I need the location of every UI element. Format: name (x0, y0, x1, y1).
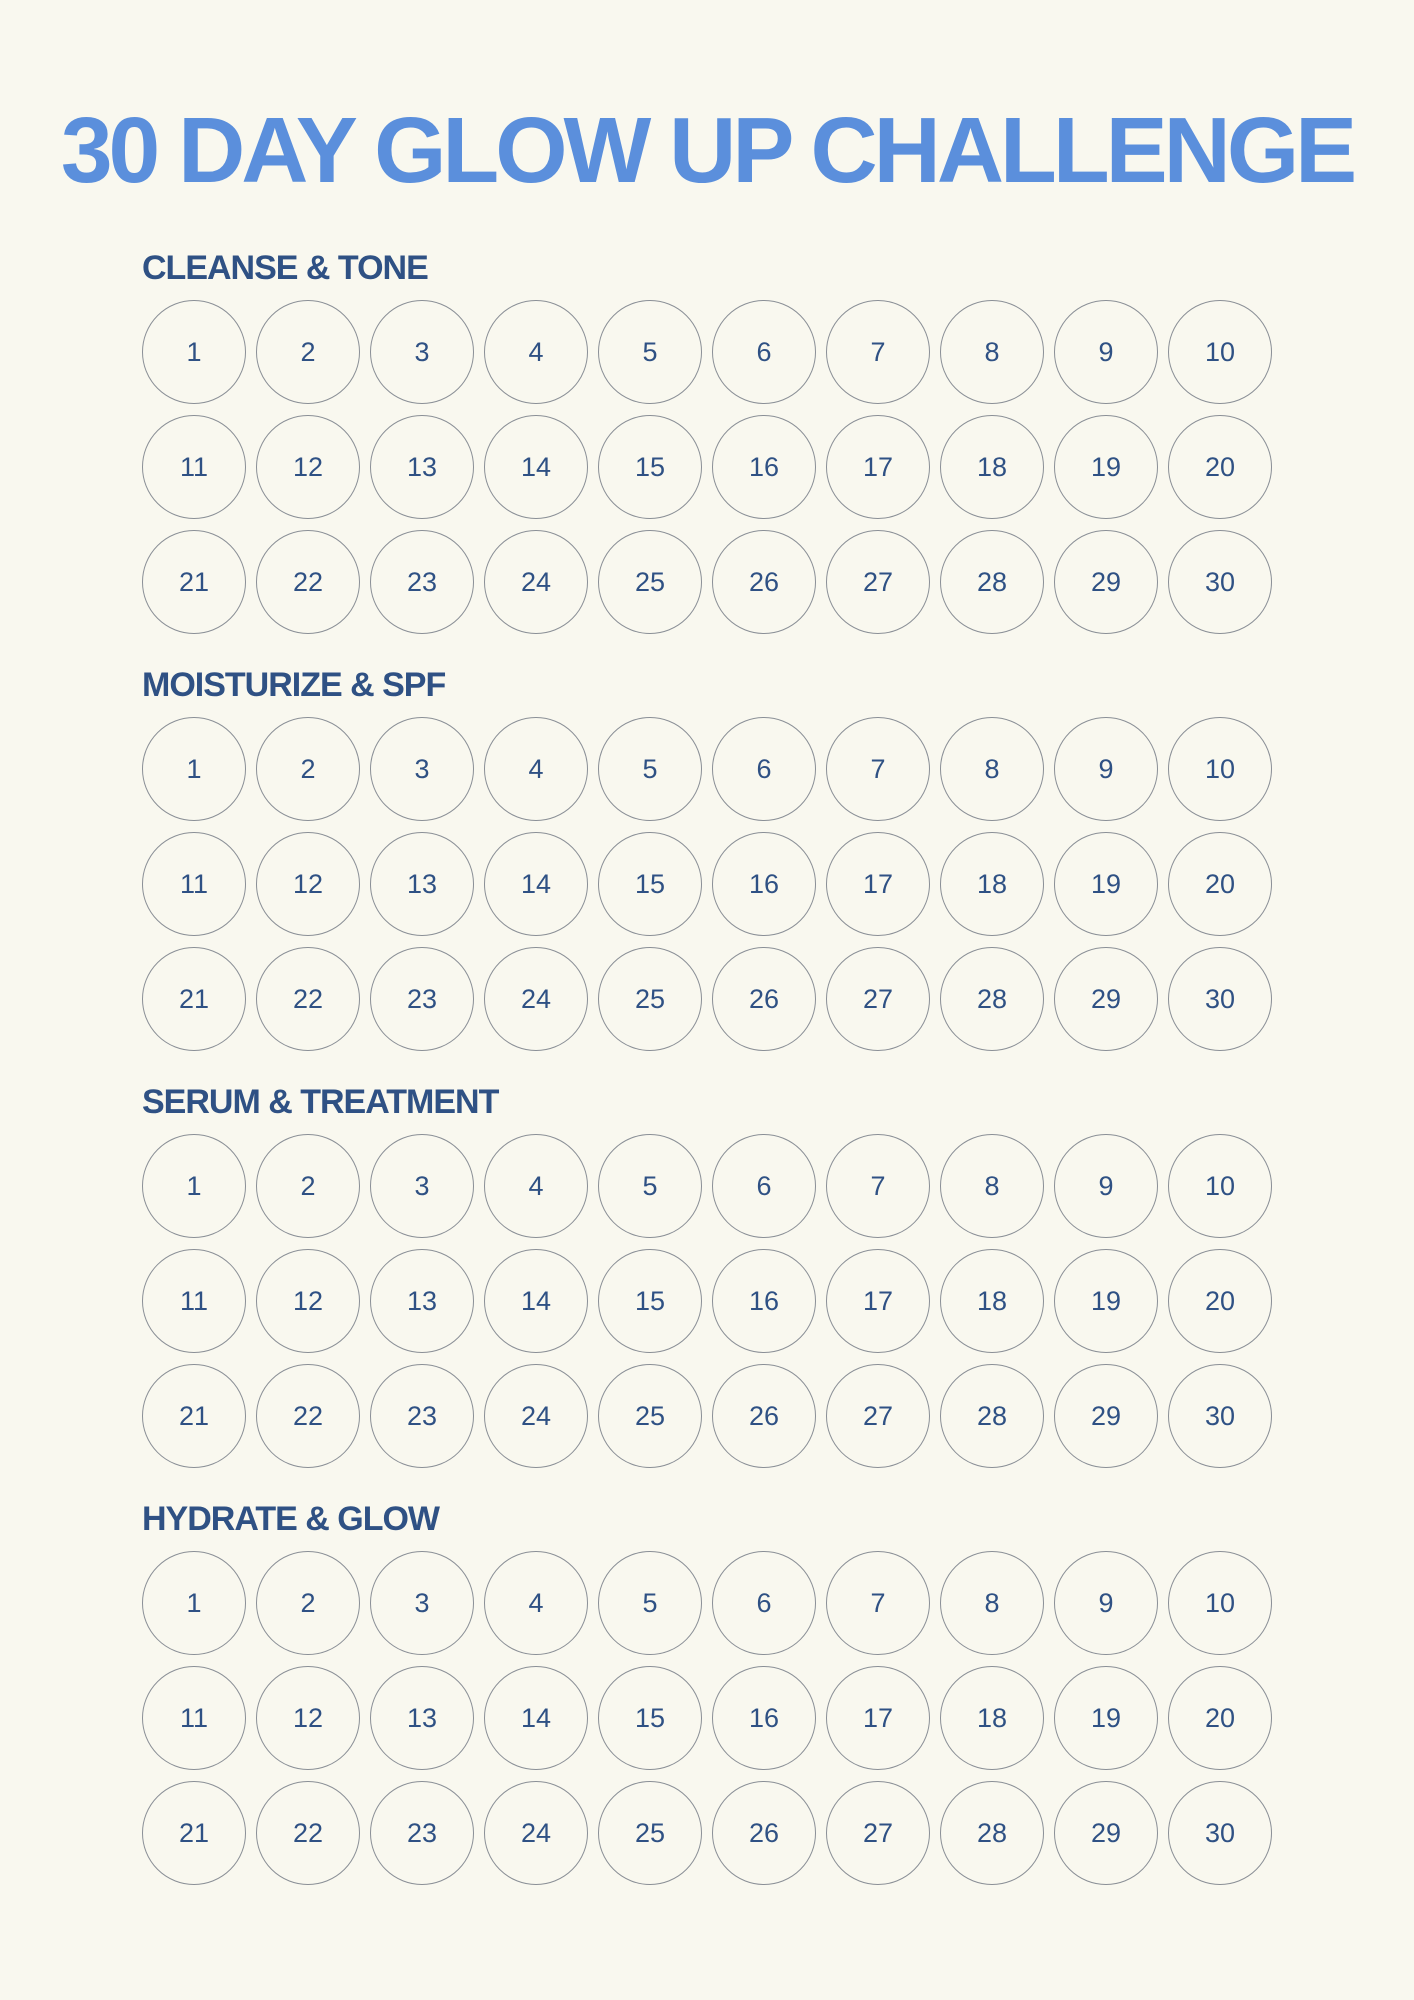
day-circle-serum-treatment-17[interactable]: 17 (826, 1249, 930, 1353)
day-circle-serum-treatment-13[interactable]: 13 (370, 1249, 474, 1353)
day-circle-hydrate-glow-17[interactable]: 17 (826, 1666, 930, 1770)
day-circle-moisturize-spf-20[interactable]: 20 (1168, 832, 1272, 936)
day-circle-serum-treatment-28[interactable]: 28 (940, 1364, 1044, 1468)
day-circle-cleanse-tone-3[interactable]: 3 (370, 300, 474, 404)
day-circle-cleanse-tone-26[interactable]: 26 (712, 530, 816, 634)
day-circle-serum-treatment-10[interactable]: 10 (1168, 1134, 1272, 1238)
day-circle-moisturize-spf-16[interactable]: 16 (712, 832, 816, 936)
day-circle-serum-treatment-14[interactable]: 14 (484, 1249, 588, 1353)
day-circle-cleanse-tone-23[interactable]: 23 (370, 530, 474, 634)
day-circle-serum-treatment-25[interactable]: 25 (598, 1364, 702, 1468)
day-circle-moisturize-spf-4[interactable]: 4 (484, 717, 588, 821)
day-circle-hydrate-glow-26[interactable]: 26 (712, 1781, 816, 1885)
day-circle-cleanse-tone-12[interactable]: 12 (256, 415, 360, 519)
section-cleanse-tone (142, 248, 1272, 634)
day-circle-moisturize-spf-17[interactable]: 17 (826, 832, 930, 936)
day-grid (142, 1551, 1272, 1885)
day-circle-moisturize-spf-6[interactable]: 6 (712, 717, 816, 821)
section-serum-treatment (142, 1082, 1272, 1468)
day-circle-hydrate-glow-11[interactable]: 11 (142, 1666, 246, 1770)
day-circle-cleanse-tone-11[interactable]: 11 (142, 415, 246, 519)
day-circle-serum-treatment-2[interactable]: 2 (256, 1134, 360, 1238)
day-circle-moisturize-spf-15[interactable]: 15 (598, 832, 702, 936)
day-circle-moisturize-spf-12[interactable]: 12 (256, 832, 360, 936)
day-circle-serum-treatment-7[interactable]: 7 (826, 1134, 930, 1238)
day-circle-hydrate-glow-29[interactable]: 29 (1054, 1781, 1158, 1885)
day-circle-hydrate-glow-4[interactable]: 4 (484, 1551, 588, 1655)
day-circle-cleanse-tone-8[interactable]: 8 (940, 300, 1044, 404)
day-circle-serum-treatment-27[interactable]: 27 (826, 1364, 930, 1468)
day-circle-cleanse-tone-29[interactable]: 29 (1054, 530, 1158, 634)
day-circle-hydrate-glow-30[interactable]: 30 (1168, 1781, 1272, 1885)
day-circle-serum-treatment-8[interactable]: 8 (940, 1134, 1044, 1238)
day-circle-moisturize-spf-2[interactable]: 2 (256, 717, 360, 821)
day-circle-serum-treatment-12[interactable]: 12 (256, 1249, 360, 1353)
day-circle-hydrate-glow-8[interactable]: 8 (940, 1551, 1044, 1655)
day-circle-moisturize-spf-26[interactable]: 26 (712, 947, 816, 1051)
day-circle-cleanse-tone-21[interactable]: 21 (142, 530, 246, 634)
day-circle-hydrate-glow-24[interactable]: 24 (484, 1781, 588, 1885)
day-circle-hydrate-glow-12[interactable]: 12 (256, 1666, 360, 1770)
day-circle-serum-treatment-6[interactable]: 6 (712, 1134, 816, 1238)
day-circle-hydrate-glow-27[interactable]: 27 (826, 1781, 930, 1885)
day-circle-cleanse-tone-18[interactable]: 18 (940, 415, 1044, 519)
day-circle-hydrate-glow-15[interactable]: 15 (598, 1666, 702, 1770)
section-moisturize-spf (142, 665, 1272, 1051)
day-circle-serum-treatment-18[interactable]: 18 (940, 1249, 1044, 1353)
day-circle-hydrate-glow-14[interactable]: 14 (484, 1666, 588, 1770)
day-circle-moisturize-spf-24[interactable]: 24 (484, 947, 588, 1051)
day-circle-serum-treatment-21[interactable]: 21 (142, 1364, 246, 1468)
day-circle-hydrate-glow-20[interactable]: 20 (1168, 1666, 1272, 1770)
section-hydrate-glow (142, 1499, 1272, 1885)
day-circle-cleanse-tone-30[interactable]: 30 (1168, 530, 1272, 634)
day-circle-serum-treatment-11[interactable]: 11 (142, 1249, 246, 1353)
day-circle-hydrate-glow-7[interactable]: 7 (826, 1551, 930, 1655)
day-circle-cleanse-tone-10[interactable]: 10 (1168, 300, 1272, 404)
day-circle-moisturize-spf-9[interactable]: 9 (1054, 717, 1158, 821)
day-grid (142, 717, 1272, 1051)
day-grid (142, 300, 1272, 634)
day-circle-cleanse-tone-5[interactable]: 5 (598, 300, 702, 404)
day-circle-cleanse-tone-6[interactable]: 6 (712, 300, 816, 404)
day-circle-cleanse-tone-28[interactable]: 28 (940, 530, 1044, 634)
day-circle-cleanse-tone-9[interactable]: 9 (1054, 300, 1158, 404)
day-circle-cleanse-tone-7[interactable]: 7 (826, 300, 930, 404)
day-circle-moisturize-spf-3[interactable]: 3 (370, 717, 474, 821)
day-circle-cleanse-tone-20[interactable]: 20 (1168, 415, 1272, 519)
day-circle-hydrate-glow-19[interactable]: 19 (1054, 1666, 1158, 1770)
day-circle-hydrate-glow-23[interactable]: 23 (370, 1781, 474, 1885)
day-circle-hydrate-glow-10[interactable]: 10 (1168, 1551, 1272, 1655)
day-circle-moisturize-spf-25[interactable]: 25 (598, 947, 702, 1051)
day-circle-cleanse-tone-17[interactable]: 17 (826, 415, 930, 519)
day-circle-moisturize-spf-28[interactable]: 28 (940, 947, 1044, 1051)
day-circle-serum-treatment-1[interactable]: 1 (142, 1134, 246, 1238)
day-circle-serum-treatment-26[interactable]: 26 (712, 1364, 816, 1468)
day-circle-hydrate-glow-1[interactable]: 1 (142, 1551, 246, 1655)
day-circle-serum-treatment-30[interactable]: 30 (1168, 1364, 1272, 1468)
day-circle-moisturize-spf-21[interactable]: 21 (142, 947, 246, 1051)
day-circle-serum-treatment-9[interactable]: 9 (1054, 1134, 1158, 1238)
day-circle-serum-treatment-4[interactable]: 4 (484, 1134, 588, 1238)
day-circle-hydrate-glow-9[interactable]: 9 (1054, 1551, 1158, 1655)
day-circle-moisturize-spf-27[interactable]: 27 (826, 947, 930, 1051)
day-circle-serum-treatment-3[interactable]: 3 (370, 1134, 474, 1238)
day-circle-serum-treatment-24[interactable]: 24 (484, 1364, 588, 1468)
day-circle-moisturize-spf-23[interactable]: 23 (370, 947, 474, 1051)
day-circle-cleanse-tone-1[interactable]: 1 (142, 300, 246, 404)
day-circle-hydrate-glow-21[interactable]: 21 (142, 1781, 246, 1885)
day-circle-cleanse-tone-2[interactable]: 2 (256, 300, 360, 404)
day-circle-hydrate-glow-2[interactable]: 2 (256, 1551, 360, 1655)
day-circle-serum-treatment-23[interactable]: 23 (370, 1364, 474, 1468)
day-circle-cleanse-tone-25[interactable]: 25 (598, 530, 702, 634)
section-title: HYDRATE & GLOW (142, 1500, 440, 1538)
section-title: CLEANSE & TONE (142, 249, 428, 287)
day-circle-hydrate-glow-3[interactable]: 3 (370, 1551, 474, 1655)
day-circle-cleanse-tone-13[interactable]: 13 (370, 415, 474, 519)
day-circle-serum-treatment-22[interactable]: 22 (256, 1364, 360, 1468)
day-circle-hydrate-glow-18[interactable]: 18 (940, 1666, 1044, 1770)
day-circle-cleanse-tone-16[interactable]: 16 (712, 415, 816, 519)
day-circle-hydrate-glow-5[interactable]: 5 (598, 1551, 702, 1655)
day-circle-hydrate-glow-6[interactable]: 6 (712, 1551, 816, 1655)
day-circle-moisturize-spf-7[interactable]: 7 (826, 717, 930, 821)
day-circle-serum-treatment-16[interactable]: 16 (712, 1249, 816, 1353)
day-circle-cleanse-tone-27[interactable]: 27 (826, 530, 930, 634)
day-circle-moisturize-spf-10[interactable]: 10 (1168, 717, 1272, 821)
day-circle-hydrate-glow-22[interactable]: 22 (256, 1781, 360, 1885)
day-circle-moisturize-spf-8[interactable]: 8 (940, 717, 1044, 821)
day-grid (142, 1134, 1272, 1468)
day-circle-moisturize-spf-18[interactable]: 18 (940, 832, 1044, 936)
day-circle-cleanse-tone-15[interactable]: 15 (598, 415, 702, 519)
section-title: MOISTURIZE & SPF (142, 666, 446, 704)
day-circle-moisturize-spf-22[interactable]: 22 (256, 947, 360, 1051)
day-circle-cleanse-tone-22[interactable]: 22 (256, 530, 360, 634)
day-circle-moisturize-spf-1[interactable]: 1 (142, 717, 246, 821)
day-circle-serum-treatment-29[interactable]: 29 (1054, 1364, 1158, 1468)
day-circle-serum-treatment-5[interactable]: 5 (598, 1134, 702, 1238)
day-circle-serum-treatment-20[interactable]: 20 (1168, 1249, 1272, 1353)
day-circle-cleanse-tone-24[interactable]: 24 (484, 530, 588, 634)
day-circle-moisturize-spf-11[interactable]: 11 (142, 832, 246, 936)
page-title: 30 DAY GLOW UP CHALLENGE (60, 98, 1354, 202)
day-circle-serum-treatment-15[interactable]: 15 (598, 1249, 702, 1353)
day-circle-hydrate-glow-16[interactable]: 16 (712, 1666, 816, 1770)
day-circle-cleanse-tone-4[interactable]: 4 (484, 300, 588, 404)
day-circle-moisturize-spf-29[interactable]: 29 (1054, 947, 1158, 1051)
day-circle-cleanse-tone-14[interactable]: 14 (484, 415, 588, 519)
section-title: SERUM & TREATMENT (142, 1083, 499, 1121)
day-circle-moisturize-spf-30[interactable]: 30 (1168, 947, 1272, 1051)
day-circle-moisturize-spf-5[interactable]: 5 (598, 717, 702, 821)
day-circle-cleanse-tone-19[interactable]: 19 (1054, 415, 1158, 519)
day-circle-hydrate-glow-13[interactable]: 13 (370, 1666, 474, 1770)
day-circle-moisturize-spf-14[interactable]: 14 (484, 832, 588, 936)
day-circle-moisturize-spf-19[interactable]: 19 (1054, 832, 1158, 936)
day-circle-hydrate-glow-28[interactable]: 28 (940, 1781, 1044, 1885)
day-circle-moisturize-spf-13[interactable]: 13 (370, 832, 474, 936)
day-circle-hydrate-glow-25[interactable]: 25 (598, 1781, 702, 1885)
day-circle-serum-treatment-19[interactable]: 19 (1054, 1249, 1158, 1353)
